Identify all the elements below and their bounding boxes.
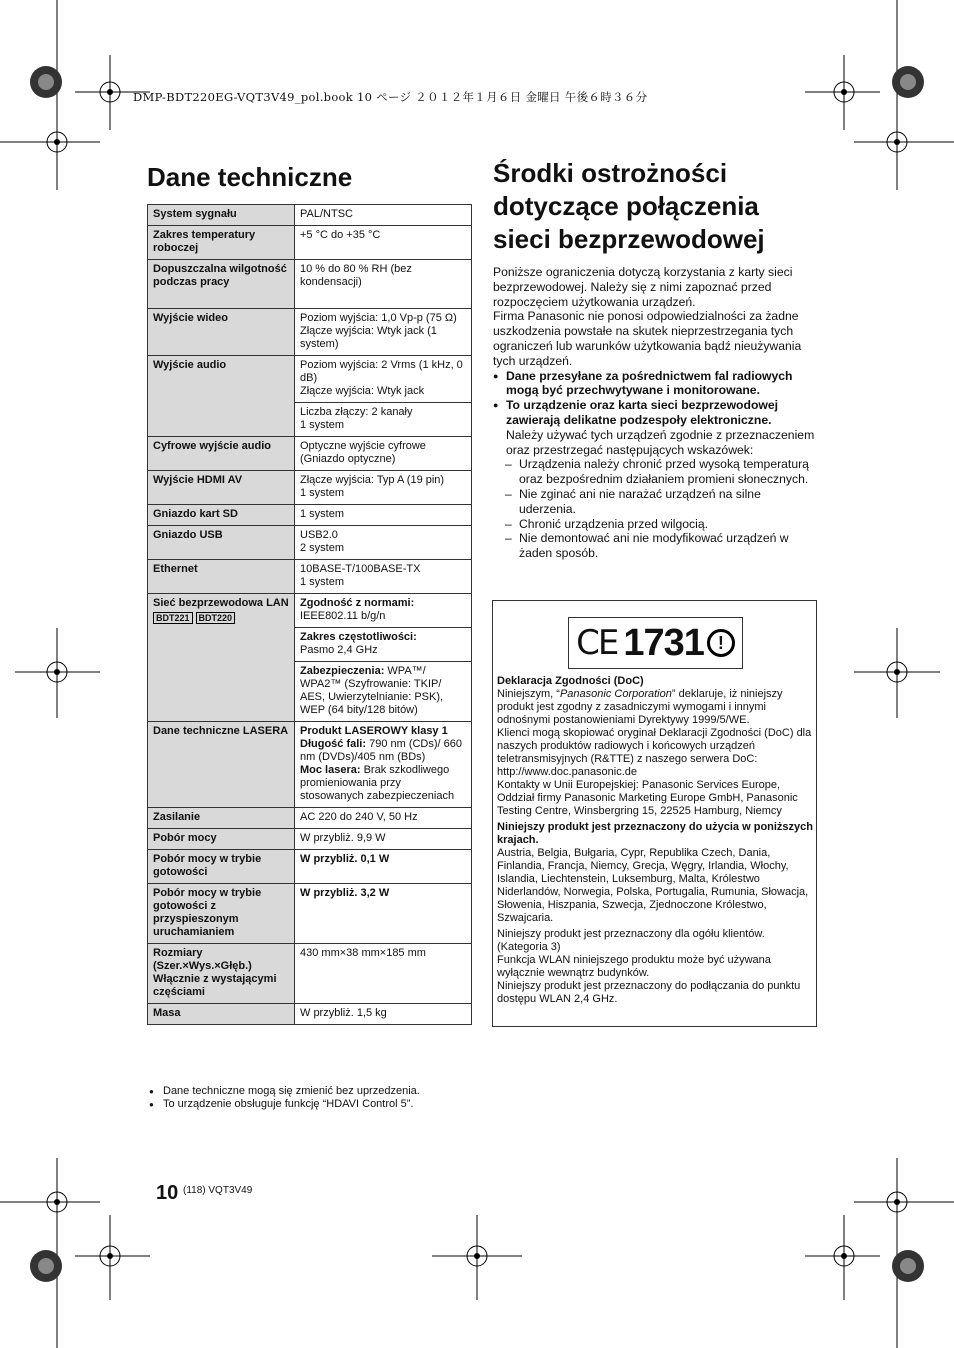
- list-item: – Urządzenia należy chronić przed wysoką temperaturą oraz bezpośrednim działaniem promieni słonecznych.: [505, 457, 809, 487]
- notified-body-number: 1731: [623, 621, 704, 664]
- table-row: Sieć bezprzewodowa LAN BDT221 BDT220 Zgodność z normami: IEEE802.11 b/g/n: [148, 594, 472, 628]
- table-row: Gniazdo USB USB2.0 2 system: [148, 526, 472, 560]
- section-title: Środki ostrożności dotyczące połączenia sieci bezprzewodowej: [493, 158, 765, 254]
- list-item: – Chronić urządzenia przed wilgocią.: [505, 516, 709, 531]
- table-row: Dopuszczalna wilgotność podczas pracy 10 % do 80 % RH (bez kondensacji): [148, 260, 472, 309]
- note-item: ● To urządzenie obsługuje funkcję “HDAVI Control 5”.: [147, 1098, 467, 1111]
- ce-icon: CE: [576, 623, 618, 663]
- table-row: Zasilanie AC 220 do 240 V, 50 Hz: [148, 808, 472, 829]
- table-row: Gniazdo kart SD 1 system: [148, 505, 472, 526]
- declaration-text: Deklaracja Zgodności (DoC) Niniejszym, “Panasonic Corporation” deklaruje, iż niniejszy produkt jest zgodny z zasadniczymi wymogami i innymi odnośnymi postanowieniami Dyrektywy 1999/5/WE. Klienci mogą skopiować oryginał Deklaracji Zgodności (DoC) dla naszych produktów radiowych i końcowych urządzeń teletransmisyjnych (R&TTE) z naszego serwera DoC: http://www.doc.panasonic.de Kontakty w Unii Europejskiej: Panasonic Services Europe, Oddział firmy Panasonic Marketing Europe GmbH, Panasonic Testing Centre, Winsbergring 15, 22525 Hamburg, Niemcy Niniejszy produkt jest przeznaczony do użycia w poniższych krajach. Austria, Belgia, Bułgaria, Cypr, Republika Czech, Dania, Finlandia, Francja, Niemcy, Grecja, Węgry, Irlandia, Włochy, Islandia, Liechtenstein, Luksemburg, Malta, Królestwo Niderlandów, Norwegia, Polska, Portugalia, Rumunia, Słowacja, Słowenia, Hiszpania, Szwecja, Zjednoczone Królestwo, Szwajcaria. Niniejszy produkt jest przeznaczony dla ogółu klientów. (Kategoria 3) Funkcja WLAN niniejszego produktu może być używana wyłącznie wewnątrz budynków. Niniejszy produkt jest przeznaczony do podłączania do punktu dostępu WLAN 2,4 GHz.: [497, 675, 814, 1005]
- page-number: 10: [156, 1182, 179, 1204]
- wlan-precautions: Poniższe ograniczenia dotyczą korzystania z karty sieci bezprzewodowej. Należy się z nimi zapoznać przed rozpoczęciem użytkowania urządzeń. Firma Panasonic nie ponosi odpowiedzialności za żadne uszkodzenia powstałe na skutek nieprzestrzegania tych ograniczeń lub warunków użytkowania bądź nieużywania tych urządzeń. ● Dane przesyłane za pośrednictwem fal radiowych mogą być przechwytywane i monitorowane. ● To urządzenie oraz karta sieci bezprzewodowej zawierają delikatne podzespoły elektroniczne. Należy używać tych urządzeń zgodnie z przeznaczeniem oraz przestrzegać następujących wskazówek: – Urządzenia należy chronić przed wysoką temperaturą oraz bezpośrednim działaniem promieni słonecznych. – Nie zginać ani nie narażać urządzeń na silne uderzenia. – Chronić urządzenia przed wilgocią. – Nie demontować ani nie modyfikować urządzeń w żaden sposób.: [493, 265, 818, 561]
- table-row: Dane techniczne LASERA Produkt LASEROWY klasy 1 Długość fali: 790 nm (CDs)/ 660 nm (DVDs)/405 nm (BDs) Moc lasera: Brak szkodliwego promieniowania przy stosowanych zabezpieczeniach: [148, 722, 472, 808]
- table-row: Liczba złączy: 2 kanały 1 system: [148, 403, 472, 437]
- list-item: – Nie zginać ani nie narażać urządzeń na silne uderzenia.: [505, 486, 761, 516]
- list-item: ● Dane przesyłane za pośrednictwem fal radiowych mogą być przechwytywane i monitorowane.: [493, 368, 793, 398]
- table-row: Pobór mocy W przybliż. 9,9 W: [148, 829, 472, 850]
- alert-icon: !: [707, 629, 735, 657]
- file-header: DMP-BDT220EG-VQT3V49_pol.book 10 ページ ２０１２年１月６日 金曜日 午後６時３６分: [133, 90, 648, 104]
- wlan-label: Sieć bezprzewodowa LAN: [153, 597, 289, 609]
- table-row: Wyjście audio Poziom wyjścia: 2 Vrms (1 kHz, 0 dB) Złącze wyjścia: Wtyk jack: [148, 356, 472, 403]
- spec-table: [147, 204, 472, 1025]
- doc-url: http://www.doc.panasonic.de: [497, 766, 638, 778]
- table-row: Rozmiary (Szer.×Wys.×Głęb.) Włącznie z wystającymi częściami 430 mm×38 mm×185 mm: [148, 944, 472, 1004]
- note-item: ● Dane techniczne mogą się zmienić bez uprzedzenia.: [147, 1085, 467, 1098]
- table-row: Pobór mocy w trybie gotowości z przyspieszonym uruchamianiem W przybliż. 3,2 W: [148, 884, 472, 944]
- model-tag: BDT220: [196, 612, 236, 624]
- list-item: – Nie demontować ani nie modyfikować urządzeń w żaden sposób.: [505, 531, 789, 561]
- declaration-box: [492, 600, 817, 1027]
- table-row: Cyfrowe wyjście audio Optyczne wyjście cyfrowe (Gniazdo optyczne): [148, 437, 472, 471]
- page-title: Dane techniczne: [147, 162, 353, 192]
- table-row: Ethernet 10BASE-T/100BASE-TX 1 system: [148, 560, 472, 594]
- table-row: Zakres temperatury roboczej +5 °C do +35 °C: [148, 226, 472, 260]
- table-row: Wyjście HDMI AV Złącze wyjścia: Typ A (19 pin) 1 system: [148, 471, 472, 505]
- table-row: Pobór mocy w trybie gotowości W przybliż. 0,1 W: [148, 850, 472, 884]
- page-code: (118) VQT3V49: [183, 1185, 253, 1196]
- table-row: Zakres częstotliwości: Pasmo 2,4 GHz: [148, 628, 472, 662]
- list-item: ● To urządzenie oraz karta sieci bezprzewodowej zawierają delikatne podzespoły elektroniczne. Należy używać tych urządzeń zgodnie z przeznaczeniem oraz przestrzegać następujących wskazówek:: [493, 398, 815, 457]
- table-row: Masa W przybliż. 1,5 kg: [148, 1004, 472, 1025]
- spec-notes: [147, 1085, 467, 1111]
- ce-mark: [568, 617, 743, 669]
- table-row: Wyjście wideo Poziom wyjścia: 1,0 Vp-p (75 Ω) Złącze wyjścia: Wtyk jack (1 system): [148, 309, 472, 356]
- table-row: System sygnału PAL/NTSC: [148, 205, 472, 226]
- model-tag: BDT221: [153, 612, 193, 624]
- table-row: Zabezpieczenia: WPA™/ WPA2™ (Szyfrowanie: TKIP/ AES, Uwierzytelnianie: PSK), WEP (64 bity/128 bitów): [148, 662, 472, 722]
